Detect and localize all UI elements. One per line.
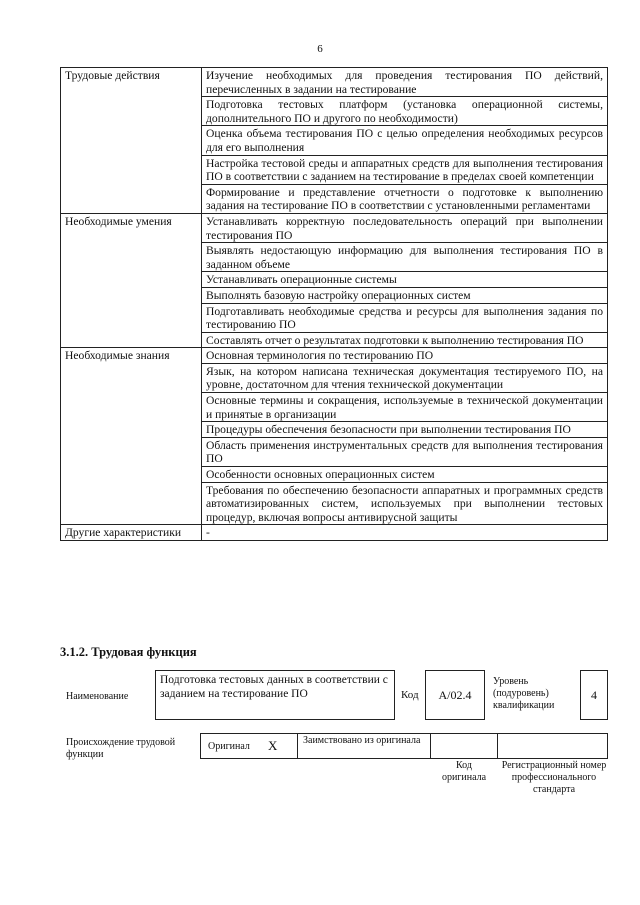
code-label: Код — [401, 689, 419, 701]
section-title: 3.1.2. Трудовая функция — [60, 645, 197, 659]
reg-number-caption: Регистрационный номер профессионального стандарта — [501, 760, 607, 795]
row-item: Подготавливать необходимые средства и ресурсы для выполнения задания по тестированию ПО — [202, 303, 608, 332]
origin-divider-2 — [430, 733, 431, 759]
row-item: Требования по обеспечению безопасности аппаратных и программных средств автоматизированных систем, используемых при выполнении тестовых процедур, включая вопросы антивирусной защиты — [202, 482, 608, 525]
row-item: Оценка объема тестирования ПО с целью определения необходимых ресурсов для его выполнения — [202, 126, 608, 155]
origin-row — [200, 733, 608, 759]
code-original-caption: Код оригинала — [441, 760, 487, 783]
function-name-value: Подготовка тестовых данных в соответствии с заданием на тестирование ПО — [160, 674, 388, 700]
table-row — [61, 68, 608, 97]
row-item: Выявлять недостающую информацию для выполнения тестирования ПО в заданном объеме — [202, 243, 608, 272]
original-mark: X — [268, 738, 278, 753]
row-heading: Трудовые действия — [61, 68, 202, 214]
row-item: Подготовка тестовых платформ (установка операционной системы, дополнительного ПО и другого по необходимости) — [202, 97, 608, 126]
table-row — [61, 525, 608, 541]
row-item: Область применения инструментальных средств для выполнения тестирования ПО — [202, 437, 608, 466]
row-item: Основные термины и сокращения, используемые в технической документации и принятые в организации — [202, 393, 608, 422]
row-item: Настройка тестовой среды и аппаратных средств для выполнения тестирования ПО в соответствии с заданием на тестирование в пределах своей компетенции — [202, 155, 608, 184]
row-heading: Другие характеристики — [61, 525, 202, 541]
row-item: Устанавливать операционные системы — [202, 272, 608, 288]
borrowed-label: Заимствовано из оригинала — [303, 735, 421, 746]
level-label: Уровень (подуровень) квалификации — [493, 676, 555, 711]
row-item: Язык, на котором написана техническая документация тестируемого ПО, на уровне, достаточном для чтения технической документации — [202, 363, 608, 392]
row-item: Особенности основных операционных систем — [202, 467, 608, 483]
function-name-box — [155, 670, 395, 720]
name-label: Наименование — [66, 691, 129, 702]
row-item: Изучение необходимых для проведения тестирования ПО действий, перечисленных в задании на тестирование — [202, 68, 608, 97]
labor-function-table — [60, 67, 608, 541]
row-item: Основная терминология по тестированию ПО — [202, 348, 608, 364]
origin-divider-3 — [497, 733, 498, 759]
row-item: Составлять отчет о результатах подготовки к выполнению тестирования ПО — [202, 332, 608, 348]
level-value: 4 — [591, 687, 597, 702]
code-value-box — [425, 670, 485, 720]
origin-divider-1 — [297, 733, 298, 759]
row-item: Выполнять базовую настройку операционных систем — [202, 287, 608, 303]
row-heading: Необходимые умения — [61, 213, 202, 347]
table-row — [61, 213, 608, 242]
origin-label: Происхождение трудовой функции — [66, 737, 176, 760]
code-value: A/02.4 — [438, 687, 472, 702]
row-heading: Необходимые знания — [61, 348, 202, 525]
level-value-box — [580, 670, 608, 720]
page-number: 6 — [317, 43, 323, 55]
row-item: Формирование и представление отчетности о подготовке к выполнению задания на тестирование ПО в соответствии с установленными регламентами — [202, 184, 608, 213]
original-label: Оригинал — [208, 741, 250, 752]
row-item: Процедуры обеспечения безопасности при выполнении тестирования ПО — [202, 422, 608, 438]
row-item: Устанавливать корректную последовательность операций при выполнении тестирования ПО — [202, 213, 608, 242]
row-item: - — [202, 525, 608, 541]
table-row — [61, 348, 608, 364]
